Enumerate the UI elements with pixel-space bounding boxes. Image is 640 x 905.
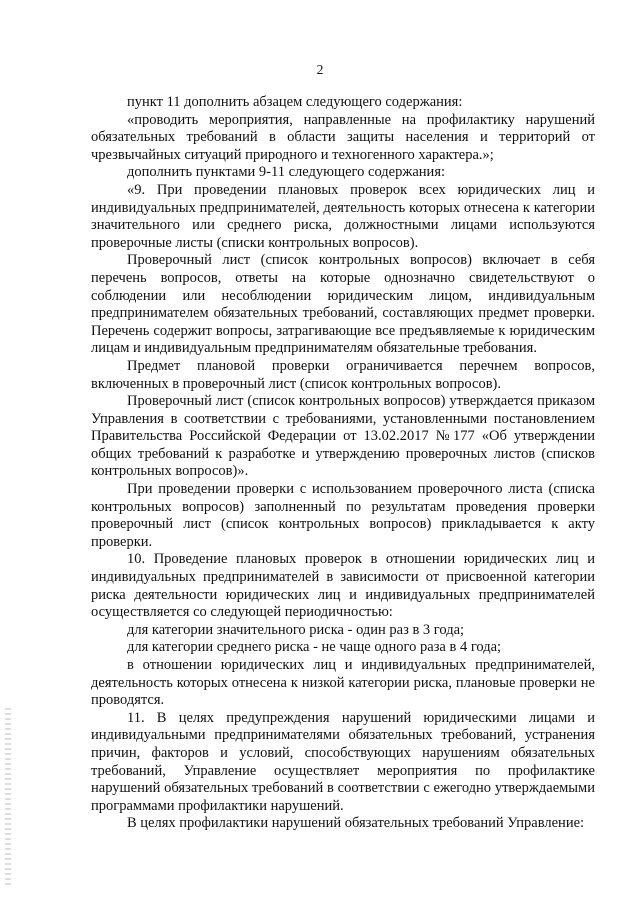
paragraph: Проверочный лист (список контрольных вопросов) включает в себя перечень вопросов, ответы на которые однозначно свидетельствуют о соблюдении или несоблюдении юридическим лицом, индивидуальным предпринимателем обязательных требований, составляющих предмет проверки. Перечень содержит вопросы, затрагивающие все предъявляемые к юридическим лицам и индивидуальным предпринимателям обязательные требования. xyxy=(91,252,595,357)
paragraph: «9. При проведении плановых проверок всех юридических лиц и индивидуальных предпринимателей, деятельность которых отнесена к категории значительного или среднего риска, должностными лицами используются проверочные листы (списки контрольных вопросов). xyxy=(91,181,595,251)
document-body xyxy=(91,94,595,833)
paragraph: 10. Проведение плановых проверок в отношении юридических лиц и индивидуальных предпринимателей в зависимости от присвоенной категории риска деятельности юридических лиц и индивидуальных предпринимателей осуществляется со следующей периодичностью: xyxy=(91,551,595,621)
paragraph: пункт 11 дополнить абзацем следующего содержания: xyxy=(127,94,463,110)
paragraph: В целях профилактики нарушений обязательных требований Управление: xyxy=(127,815,585,832)
paragraph: 11. В целях предупреждения нарушений юридическими лицами и индивидуальными предпринимателями обязательных требований, устранения причин, факторов и условий, способствующих нарушениям обязательных требований, Управление осуществляет мероприятия по профилактике нарушений обязательных требований в соответствии с ежегодно утверждаемыми программами профилактики нарушений. xyxy=(91,709,595,814)
paragraph: для категории значительного риска - один раз в 3 года; xyxy=(127,621,465,638)
paragraph: «проводить мероприятия, направленные на профилактику нарушений обязательных требований в области защиты населения и территорий от чрезвычайных ситуаций природного и техногенного характера.»; xyxy=(91,111,595,163)
margin-stamp-mark xyxy=(5,708,11,888)
paragraph: При проведении проверки с использованием проверочного листа (списка контрольных вопросов) заполненный по результатам проведения проверки проверочный лист (список контрольных вопросов) прикладывается к акту проверки. xyxy=(91,481,595,550)
paragraph: дополнить пунктами 9-11 следующего содержания: xyxy=(127,164,446,181)
paragraph: для категории среднего риска - не чаще одного раза в 4 года; xyxy=(127,639,502,656)
paragraph: Предмет плановой проверки ограничивается перечнем вопросов, включенных в проверочный лист (список контрольных вопросов). xyxy=(91,357,595,392)
paragraph: Проверочный лист (список контрольных вопросов) утверждается приказом Управления в соответствии с требованиями, установленными постановлением Правительства Российской Федерации от 13.02.2017 №177 «Об утверждении общих требований к разработке и утверждению проверочных листов (списков контрольных вопросов)». xyxy=(91,393,595,480)
page-number: 2 xyxy=(316,62,324,77)
paragraph: в отношении юридических лиц и индивидуальных предпринимателей, деятельность которых отнесена к низкой категории риска, плановые проверки не проводятся. xyxy=(91,657,595,709)
